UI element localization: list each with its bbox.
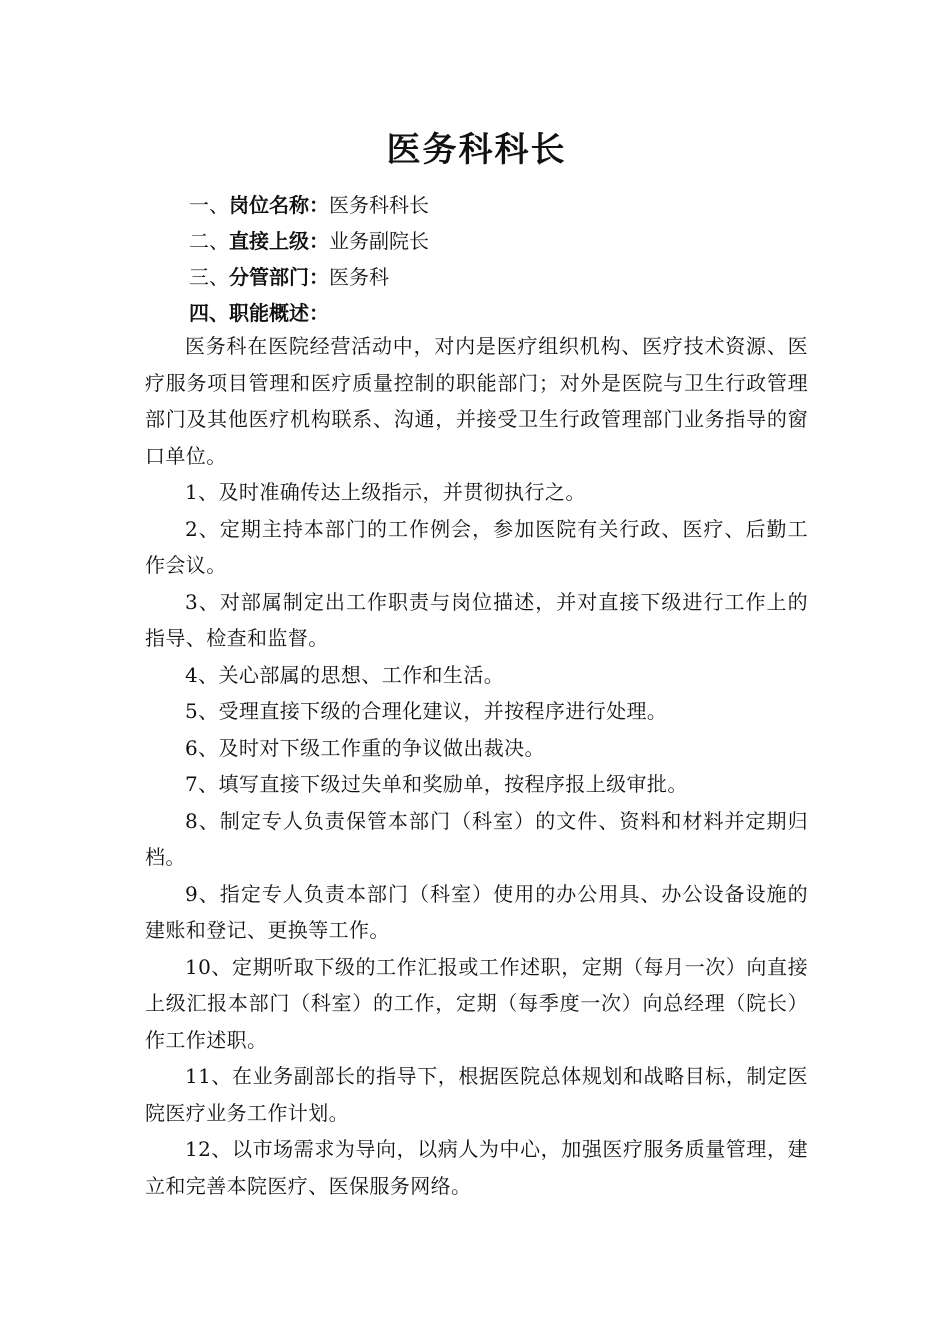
duty-item: 5、受理直接下级的合理化建议，并按程序进行处理。 <box>185 699 668 723</box>
field-prefix: 一、 <box>189 193 229 217</box>
field-value: 业务副院长 <box>329 229 429 253</box>
duty-item: 1、及时准确传达上级指示，并贯彻执行之。 <box>185 480 586 504</box>
duty-item: 9、指定专人负责本部门（科室）使用的办公用具、办公设备设施的建账和登记、更换等工作。 <box>145 881 808 942</box>
field-label: 分管部门： <box>229 265 329 289</box>
field-position-name <box>189 187 429 223</box>
field-value: 医务科 <box>329 265 389 289</box>
duty-item: 10、定期听取下级的工作汇报或工作述职，定期（每月一次）向直接上级汇报本部门（科室）的工作，定期（每季度一次）向总经理（院长）作工作述职。 <box>145 954 808 1052</box>
field-direct-superior <box>189 223 429 259</box>
duty-item: 4、关心部属的思想、工作和生活。 <box>185 662 505 687</box>
duty-item: 11、在业务副部长的指导下，根据医院总体规划和战略目标，制定医院医疗业务工作计划。 <box>145 1064 808 1125</box>
duty-item: 2、定期主持本部门的工作例会，参加医院有关行政、医疗、后勤工作会议。 <box>145 516 808 577</box>
field-label: 四、职能概述： <box>189 301 329 325</box>
duty-item: 3、对部属制定出工作职责与岗位描述，并对直接下级进行工作上的指导、检查和监督。 <box>145 589 808 650</box>
field-value: 医务科科长 <box>329 193 429 217</box>
field-managed-department <box>189 259 389 295</box>
field-function-overview <box>189 295 329 331</box>
paragraph-overview: 医务科在医院经营活动中，对内是医疗组织机构、医疗技术资源、医疗服务项目管理和医疗质量控制的职能部门；对外是医院与卫生行政管理部门及其他医疗机构联系、沟通，并接受卫生行政管理部门业务指导的窗口单位。 <box>145 334 808 468</box>
field-label: 直接上级： <box>229 229 329 253</box>
duty-item: 7、填写直接下级过失单和奖励单，按程序报上级审批。 <box>185 772 688 796</box>
document-body <box>145 328 808 1204</box>
duty-item: 6、及时对下级工作重的争议做出裁决。 <box>185 735 545 760</box>
document-title: 医务科科长 <box>386 130 567 170</box>
field-label: 岗位名称： <box>229 193 329 217</box>
field-prefix: 二、 <box>189 229 229 253</box>
field-prefix: 三、 <box>189 265 229 289</box>
duty-item: 12、以市场需求为导向，以病人为中心，加强医疗服务质量管理，建立和完善本院医疗、医保服务网络。 <box>145 1137 808 1198</box>
duty-item: 8、制定专人负责保管本部门（科室）的文件、资料和材料并定期归档。 <box>145 808 808 869</box>
